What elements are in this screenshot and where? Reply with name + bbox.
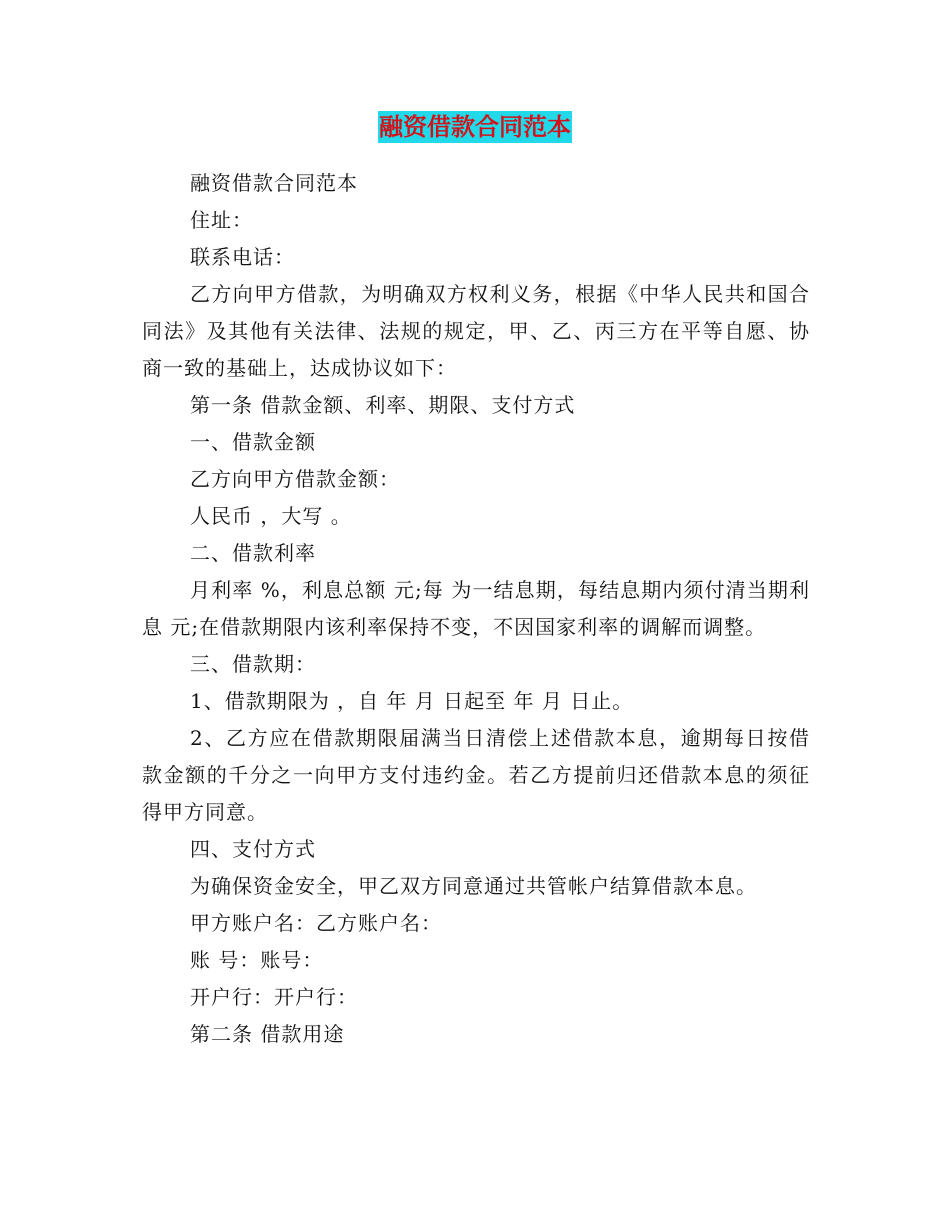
paragraph: 一、借款金额 [190, 430, 316, 454]
paragraph: 乙方向甲方借款，为明确双方权利义务，根据《中华人民共和国合同法》及其他有关法律、法规的规定，甲、乙、丙三方在平等自愿、协商一致的基础上，达成协议如下： [142, 282, 810, 380]
paragraph: 联系电话： [190, 245, 295, 269]
paragraph: 融资借款合同范本 [190, 171, 358, 195]
paragraph: 月利率 %，利息总额 元;每 为一结息期，每结息期内须付清当期利息 元;在借款期限内该利率保持不变，不因国家利率的调解而调整。 [142, 578, 810, 639]
paragraph: 开户行：开户行： [190, 985, 358, 1009]
paragraph: 三、借款期： [190, 652, 316, 676]
paragraph: 乙方向甲方借款金额： [190, 467, 400, 491]
paragraph: 2、乙方应在借款期限届满当日清偿上述借款本息，逾期每日按借款金额的千分之一向甲方支付违约金。若乙方提前归还借款本息的须征得甲方同意。 [142, 726, 810, 824]
paragraph: 四、支付方式 [190, 837, 316, 861]
title-container [0, 111, 950, 143]
paragraph: 第一条 借款金额、利率、期限、支付方式 [190, 393, 576, 417]
paragraph: 为确保资金安全，甲乙双方同意通过共管帐户结算借款本息。 [190, 874, 757, 898]
document-title: 融资借款合同范本 [379, 113, 571, 141]
paragraph: 人民币 ，大写 。 [190, 504, 352, 528]
paragraph: 账 号：账号： [190, 948, 324, 972]
paragraph: 甲方账户名：乙方账户名： [190, 911, 442, 935]
paragraph: 二、借款利率 [190, 541, 316, 565]
paragraph: 第二条 借款用途 [190, 1022, 345, 1046]
document-body [142, 165, 810, 1053]
paragraph: 1、借款期限为 ，自 年 月 日起至 年 月 日止。 [190, 689, 634, 713]
paragraph: 住址： [190, 208, 253, 232]
